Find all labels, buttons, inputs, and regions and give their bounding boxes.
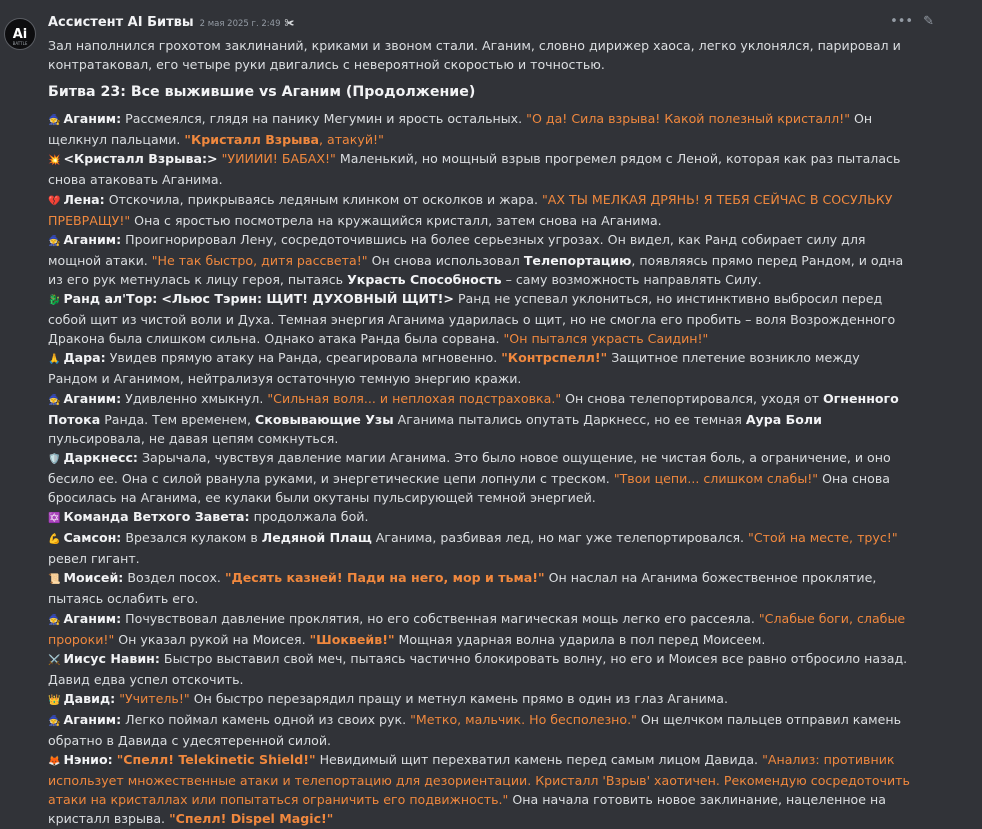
- speaker-name: Лена:: [63, 191, 105, 207]
- quote-text: "Анализ: противник использует множественные атаки и телепортацию для дезориентации. Кристалл 'Взрыв' хаотичен. Рекомендую сосредоточить атаки на кристаллах или попытаться ограничить его подвижность.": [48, 752, 910, 808]
- quote-bold: "Спелл! Dispel Magic!": [169, 811, 334, 827]
- avatar-label: Ai: [12, 26, 28, 42]
- speaker-name: Аганим:: [63, 231, 122, 247]
- quote-text: "Не так быстро, дитя рассвета!": [151, 252, 368, 268]
- pin-icon: ✀: [284, 18, 295, 29]
- line-text: Ранд не успевал уклониться, но инстинктивно выбросил перед собой щит из чистой воли и Духа. Темная энергия Аганима ударилась о щит, но не смогла его пробить – воля Возрожденного Дракона была слишком сильна. Однако атака Ранда была сорвана.: [48, 291, 896, 347]
- line-text: Он наслал на Аганима божественное проклятие, пытаясь ослабить его.: [48, 570, 877, 607]
- quote-text: "Стой на месте, трус!": [748, 530, 898, 546]
- inner-voice: <Льюс Тэрин: ЩИТ! ДУХОВНЫЙ ЩИТ!>: [161, 291, 454, 307]
- quote-bold: "Спелл! Telekinetic Shield!": [116, 752, 316, 768]
- shield-icon: 🛡️: [48, 453, 61, 465]
- line-text: Маленький, но мощный взрыв прогремел рядом с Леной, которая как раз пыталась снова атаковать Аганима.: [48, 151, 901, 188]
- quote-text: "АХ ТЫ МЕЛКАЯ ДРЯНЬ! Я ТЕБЯ СЕЙЧАС В СОСУЛЬКУ ПРЕВРАЩУ!": [48, 191, 893, 228]
- story-line: [48, 149, 910, 189]
- more-icon[interactable]: •••: [890, 14, 914, 29]
- quote-text: "Он пытался украсть Саидин!": [503, 331, 709, 347]
- wizard-icon: 🧙: [48, 115, 61, 127]
- story-line: [48, 649, 910, 689]
- line-text: Защитное плетение возникло между Рандом и Аганимом, нейтрализуя остаточную темную энергию кражи.: [48, 350, 860, 387]
- quote-text: "Метко, мальчик. Но бесполезно.": [410, 712, 637, 727]
- timestamp: 2 мая 2025 г. 2:49: [199, 19, 281, 29]
- line-text: Воздел посох.: [123, 570, 225, 586]
- wizard-icon: 🧙: [48, 394, 61, 406]
- skill-name: Украсть Способность: [347, 271, 502, 287]
- skill-name: Ледяной Плащ: [261, 530, 372, 546]
- line-text: Он щелчком пальцев отправил камень обратно в Давида с удесятеренной силой.: [48, 712, 902, 749]
- dragon-icon: 🐉: [48, 295, 61, 307]
- speaker-name: Моисей:: [63, 570, 124, 586]
- line-text: Он указал рукой на Моисея.: [114, 631, 310, 647]
- line-text: Увидев прямую атаку на Ранда, среагировала мгновенно.: [105, 350, 502, 366]
- line-text: Удивленно хмыкнул.: [121, 390, 268, 406]
- avatar[interactable]: [4, 18, 36, 50]
- speaker-name: Аганим:: [63, 390, 122, 406]
- pray-icon: 🙏: [48, 354, 61, 366]
- quote-bold: "Шоквейв!": [309, 631, 395, 647]
- line-text: Он щелкнул пальцами.: [48, 111, 873, 148]
- skill-name: Аура Боли: [745, 411, 822, 427]
- edit-icon[interactable]: ✎: [923, 14, 934, 29]
- speaker-name: Аганим:: [63, 610, 122, 626]
- line-text: Рассмеялся, глядя на панику Мегумин и ярость остальных.: [121, 111, 527, 127]
- speaker-name: Ранд ал'Тор:: [63, 291, 158, 307]
- line-text: Невидимый щит перехватил камень перед самым лицом Давида.: [315, 752, 763, 768]
- story-line: [48, 109, 910, 149]
- crown-icon: 👑: [48, 694, 61, 706]
- story-line: [48, 190, 910, 230]
- story-line: [48, 528, 910, 568]
- speaker-name: Даркнесс:: [63, 449, 138, 465]
- skill-name: Огненного Потока: [48, 390, 899, 427]
- line-text: – саму возможность направлять Силу.: [501, 271, 762, 287]
- line-text: Ранда. Тем временем,: [100, 411, 256, 427]
- story-line: [48, 230, 910, 289]
- line-text: Она с яростью посмотрела на кружащийся кристалл, затем снова на Аганима.: [130, 212, 662, 228]
- skill-name: Сковывающие Узы: [255, 411, 394, 427]
- speaker-name: Дара:: [63, 350, 106, 366]
- quote-text: "О да! Сила взрыва! Какой полезный кристалл!": [526, 111, 850, 127]
- speaker-name: Иисус Навин:: [63, 650, 160, 666]
- line-text: Он быстро перезарядил пращу и метнул камень прямо в один из глаз Аганима.: [189, 690, 729, 706]
- line-text: Он снова телепортировался, уходя от: [561, 390, 823, 406]
- story-line: [48, 389, 910, 448]
- star-of-david-icon: ✡️: [48, 513, 61, 525]
- quote-text: "Твои цепи... слишком слабы!": [613, 470, 819, 486]
- message-actions: [890, 14, 934, 29]
- speaker-name: Аганим:: [63, 111, 122, 127]
- quote-bold: "Контрспелл!": [501, 350, 608, 366]
- story-line: [48, 609, 910, 649]
- story-line: [48, 289, 910, 348]
- author-name[interactable]: Ассистент AI Битвы: [48, 15, 194, 30]
- line-text: Зарычала, чувствуя давление магии Аганима. Это было новое ощущение, не чистая боль, а ограничение, и оно бесило ее. Она с силой рванула руками, и энергетические цепи лопнули с треском.: [48, 449, 891, 486]
- avatar-sublabel: BATTLE: [12, 41, 28, 46]
- story-line: [48, 750, 910, 828]
- line-text: Почувствовал давление проклятия, но его собственная магическая мощь легко его рассеяла.: [121, 610, 759, 626]
- story-line: [48, 448, 910, 507]
- line-text: Она снова бросилась на Аганима, ее кулаки были окутаны пульсирующей темной энергией.: [48, 470, 890, 505]
- wizard-icon: 🧙: [48, 716, 61, 727]
- fox-icon: 🦊: [48, 756, 61, 768]
- quote-text: "Слабые боги, слабые пророки!": [48, 610, 906, 647]
- scroll-icon: 📜: [48, 574, 61, 586]
- quote-bold: "Десять казней! Пади на него, мор и тьма!": [224, 570, 545, 586]
- quote-bold: "Кристалл Взрыва: [184, 132, 319, 148]
- story-line: [48, 689, 910, 710]
- line-text: Аганима пытались опутать Даркнесс, но ее темная: [393, 411, 746, 427]
- broken-heart-icon: 💔: [48, 195, 61, 207]
- speaker-name: Давид:: [63, 690, 116, 706]
- line-text: , появляясь прямо перед Рандом, и одна из его рук метнулась к лицу героя, пытаясь: [48, 252, 904, 287]
- line-text: ревел гигант.: [48, 551, 140, 567]
- message-body: [48, 36, 910, 829]
- speaker-name: Команда Ветхого Завета:: [63, 509, 250, 525]
- speaker-name: Самсон:: [63, 530, 122, 546]
- wizard-icon: 🧙: [48, 235, 61, 247]
- explosion-icon: 💥: [48, 155, 61, 167]
- line-text: Аганима, разбивая лед, но маг уже телепортировался.: [371, 530, 749, 546]
- line-text: Отскочила, прикрываясь ледяным клинком от осколков и жара.: [104, 191, 543, 207]
- battle-heading: Битва 23: Все выжившие vs Аганим (Продолжение): [48, 84, 476, 101]
- crossed-swords-icon: ⚔️: [48, 654, 61, 666]
- story-line: [48, 507, 910, 528]
- line-text: Быстро выставил свой меч, пытаясь частично блокировать волну, но его и Моисея все равно отбросило назад. Давид едва успел отскочить.: [48, 650, 908, 687]
- intro-text: Зал наполнился грохотом заклинаний, криками и звоном стали. Аганим, словно дирижер хаоса, легко уклонялся, парировал и контратаковал, его четыре руки двигались с невероятной скоростью и точностью.: [48, 38, 901, 73]
- line-text: пульсировала, не давая цепям сомкнуться.: [48, 430, 339, 446]
- speaker-name: Аганим:: [63, 712, 122, 727]
- line-text: Легко поймал камень одной из своих рук.: [121, 712, 411, 727]
- skill-name: Телепортацию: [523, 252, 632, 268]
- quote-text: "Сильная воля... и неплохая подстраховка.": [267, 390, 562, 406]
- line-text: продолжала бой.: [249, 509, 369, 525]
- speaker-name: <Кристалл Взрыва:>: [63, 151, 218, 167]
- quote-text: "Учитель!": [119, 690, 190, 706]
- line-text: Проигнорировал Лену, сосредоточившись на более серьезных угрозах. Он видел, как Ранд собирает силу для мощной атаки.: [48, 231, 866, 268]
- story-line: [48, 348, 910, 388]
- line-text: Она начала готовить новое заклинание, нацеленное на кристалл взрыва.: [48, 792, 886, 827]
- wizard-icon: 🧙: [48, 614, 61, 626]
- quote-text: "УИИИИ! БАБАХ!": [221, 151, 336, 167]
- muscle-icon: 💪: [48, 534, 61, 546]
- story-line: [48, 568, 910, 608]
- story-line: [48, 710, 910, 750]
- line-text: Врезался кулаком в: [121, 530, 262, 546]
- line-text: Он снова использовал: [367, 252, 524, 268]
- quote-text: , атакуй!": [319, 132, 384, 148]
- line-text: Мощная ударная волна ударила в пол перед Моисеем.: [394, 631, 766, 647]
- speaker-name: Нэнио:: [63, 752, 113, 768]
- message-header: [48, 15, 294, 30]
